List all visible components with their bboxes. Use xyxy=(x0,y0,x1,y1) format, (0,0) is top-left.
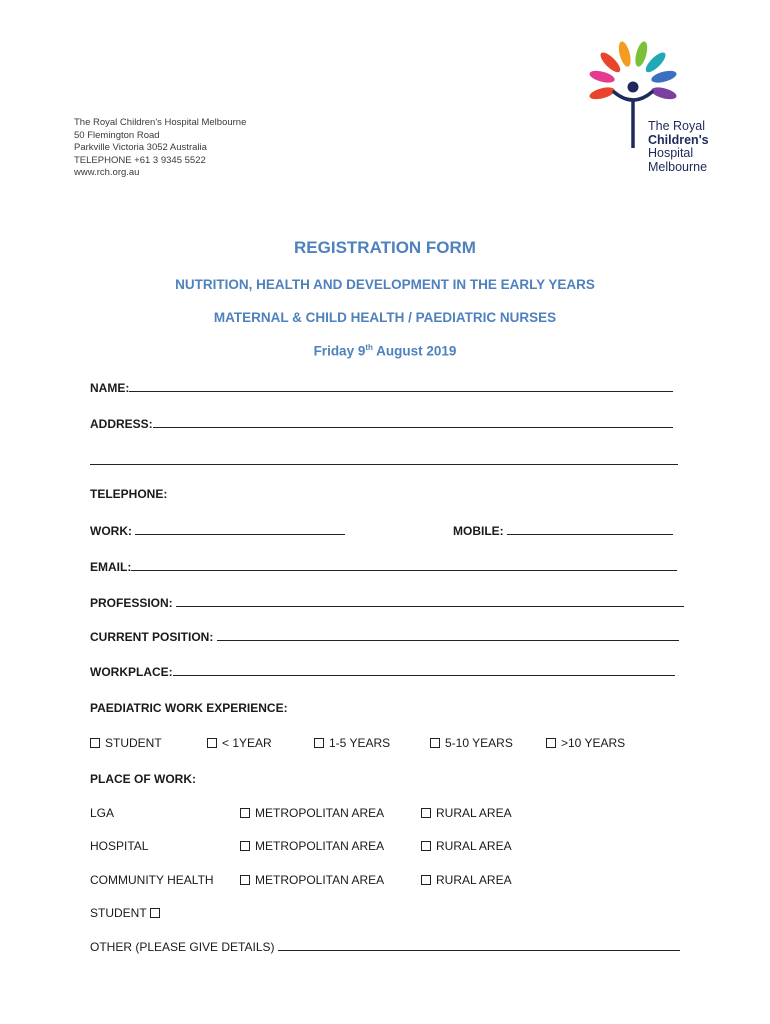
email-input[interactable] xyxy=(131,559,677,571)
logo-petal xyxy=(588,85,616,101)
other-input[interactable] xyxy=(278,939,680,951)
profession-label: PROFESSION: xyxy=(90,596,173,610)
date-day: Friday 9 xyxy=(313,343,366,359)
other-label: OTHER (PLEASE GIVE DETAILS) xyxy=(90,940,275,954)
option-label: METROPOLITAN AREA xyxy=(255,839,385,853)
checkbox-icon[interactable] xyxy=(207,738,217,748)
experience-option-1-5[interactable] xyxy=(314,736,390,750)
current-position-input[interactable] xyxy=(217,629,679,641)
lga-metro-option[interactable] xyxy=(240,806,384,820)
profession-row xyxy=(90,595,684,610)
logo-line: The Royal xyxy=(648,119,705,133)
telephone-heading xyxy=(90,487,167,501)
current-position-label: CURRENT POSITION: xyxy=(90,630,214,644)
place-of-work-label: PLACE OF WORK: xyxy=(90,772,196,786)
logo-petal xyxy=(633,40,649,68)
hospital-rural-option[interactable] xyxy=(421,839,512,853)
mobile-input[interactable] xyxy=(507,523,673,535)
checkbox-icon[interactable] xyxy=(240,875,250,885)
email-row xyxy=(90,559,677,574)
place-lga-label: LGA xyxy=(90,806,115,820)
checkbox-icon[interactable] xyxy=(150,908,160,918)
place-of-work-heading xyxy=(90,772,196,786)
email-label: EMAIL: xyxy=(90,560,132,574)
workplace-label: WORKPLACE: xyxy=(90,665,173,679)
work-phone-label: WORK: xyxy=(90,524,132,538)
address-line: www.rch.org.au xyxy=(74,167,140,178)
experience-heading xyxy=(90,701,288,715)
profession-input[interactable] xyxy=(176,595,684,607)
address-line: 50 Flemington Road xyxy=(74,129,160,141)
option-label: >10 YEARS xyxy=(561,736,626,750)
checkbox-icon[interactable] xyxy=(421,808,431,818)
logo-line: Hospital xyxy=(648,146,694,160)
event-date xyxy=(0,343,770,359)
hospital-metro-option[interactable] xyxy=(240,839,384,853)
address-line: Parkville Victoria 3052 Australia xyxy=(74,142,207,153)
mobile-row xyxy=(453,523,673,538)
option-label: RURAL AREA xyxy=(436,806,512,820)
checkbox-icon[interactable] xyxy=(240,808,250,818)
experience-option-under-1[interactable] xyxy=(207,736,272,750)
name-row xyxy=(90,380,673,395)
mobile-label: MOBILE: xyxy=(453,524,504,538)
experience-label: PAEDIATRIC WORK EXPERIENCE: xyxy=(90,701,288,715)
option-label: RURAL AREA xyxy=(436,873,512,887)
address-label: ADDRESS: xyxy=(90,417,153,431)
work-phone-input[interactable] xyxy=(135,523,345,535)
option-label: < 1YEAR xyxy=(222,736,272,750)
place-hospital-label: HOSPITAL xyxy=(90,839,149,853)
logo-line: Melbourne xyxy=(648,159,708,174)
form-title: REGISTRATION FORM xyxy=(294,238,476,257)
community-metro-option[interactable] xyxy=(240,873,384,887)
community-rural-option[interactable] xyxy=(421,873,512,887)
logo-petal xyxy=(650,69,678,85)
name-label: NAME: xyxy=(90,381,130,395)
audience-title: MATERNAL & CHILD HEALTH / PAEDIATRIC NURSES xyxy=(213,310,557,325)
experience-option-student[interactable] xyxy=(90,736,162,750)
event-title: NUTRITION, HEALTH AND DEVELOPMENT IN THE EARLY YEARS xyxy=(175,277,595,292)
date-rest: August 2019 xyxy=(372,343,457,359)
logo-petal xyxy=(617,40,633,68)
checkbox-icon[interactable] xyxy=(90,738,100,748)
experience-option-over-10[interactable] xyxy=(546,736,625,750)
option-label: RURAL AREA xyxy=(436,839,512,853)
checkbox-icon[interactable] xyxy=(430,738,440,748)
address-line: TELEPHONE +61 3 9345 5522 xyxy=(74,154,206,166)
student-option[interactable] xyxy=(90,906,165,920)
logo-petal xyxy=(643,50,668,75)
telephone-label: TELEPHONE: xyxy=(90,487,168,501)
other-row xyxy=(90,939,680,954)
lga-rural-option[interactable] xyxy=(421,806,512,820)
checkbox-icon[interactable] xyxy=(240,841,250,851)
checkbox-icon[interactable] xyxy=(421,841,431,851)
checkbox-icon[interactable] xyxy=(314,738,324,748)
workplace-input[interactable] xyxy=(173,664,675,676)
option-label: METROPOLITAN AREA xyxy=(255,806,385,820)
option-label: 1-5 YEARS xyxy=(329,736,391,750)
option-label: 5-10 YEARS xyxy=(445,736,513,750)
experience-option-5-10[interactable] xyxy=(430,736,513,750)
workplace-row xyxy=(90,664,675,679)
logo-petal xyxy=(598,50,623,75)
address-line: The Royal Children's Hospital Melbourne xyxy=(74,117,247,128)
option-label: METROPOLITAN AREA xyxy=(255,873,385,887)
current-position-row xyxy=(90,629,679,644)
option-label: STUDENT xyxy=(105,736,162,750)
logo-wordmark xyxy=(648,120,709,174)
address-block xyxy=(74,117,246,180)
name-input[interactable] xyxy=(129,380,673,392)
logo-petal xyxy=(650,85,678,101)
logo-line: Children's xyxy=(648,132,709,147)
address-input[interactable] xyxy=(153,416,673,428)
logo-petal xyxy=(588,69,616,85)
work-phone-row xyxy=(90,523,345,538)
date-suffix: th xyxy=(365,343,373,352)
place-community-label: COMMUNITY HEALTH xyxy=(90,873,214,887)
address-row xyxy=(90,416,673,431)
student-label: STUDENT xyxy=(90,906,147,920)
checkbox-icon[interactable] xyxy=(546,738,556,748)
checkbox-icon[interactable] xyxy=(421,875,431,885)
address-input-line2[interactable] xyxy=(90,464,678,465)
